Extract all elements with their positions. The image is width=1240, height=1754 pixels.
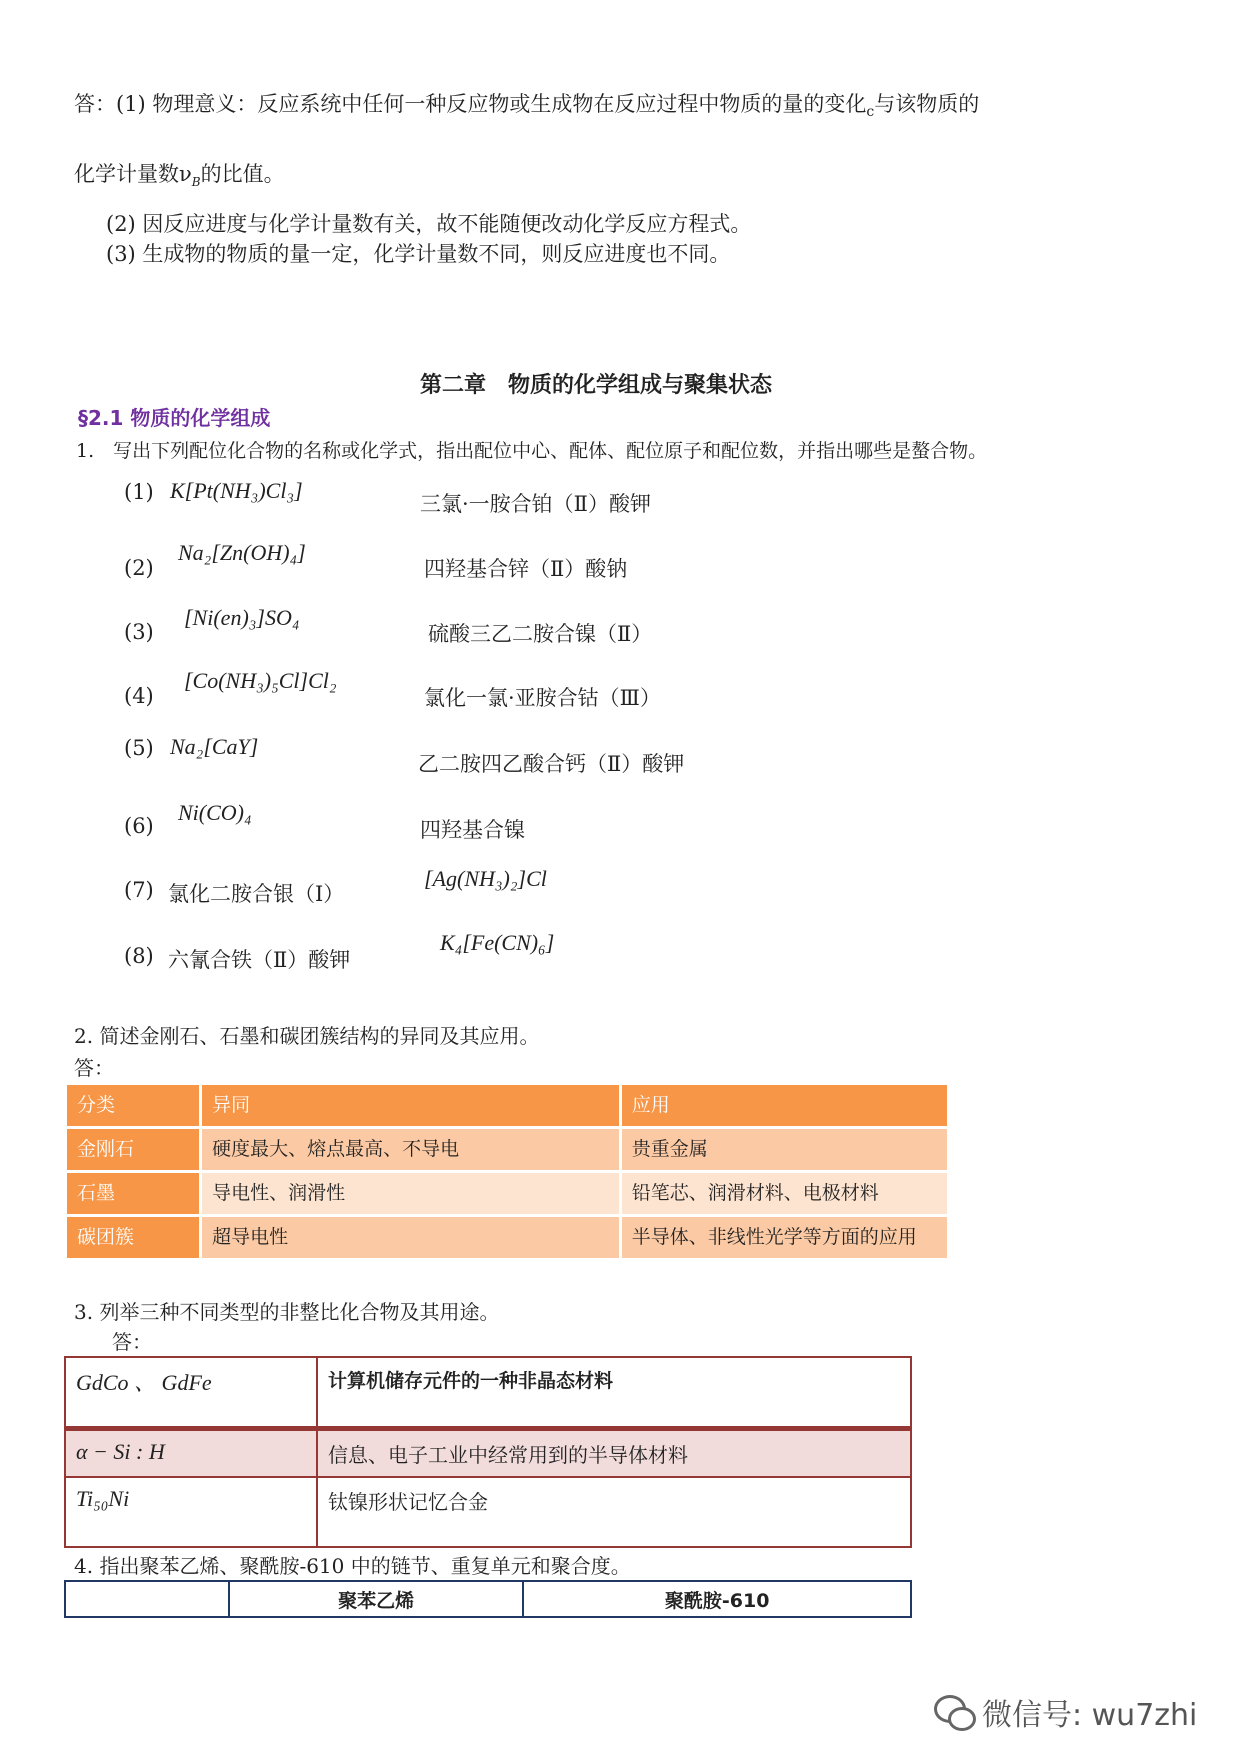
table-row	[65, 1429, 911, 1478]
compound-num: (6)	[124, 814, 154, 838]
compound-name: 三氯·一胺合铂（Ⅱ）酸钾	[420, 492, 651, 516]
compound-num: (5)	[124, 736, 154, 760]
table-cell: GdCo 、 GdFe	[65, 1357, 317, 1429]
table-row	[66, 1172, 949, 1216]
watermark-text: 微信号: wu7zhi	[982, 1698, 1198, 1733]
table-header-cell: 应用	[620, 1084, 948, 1128]
table-cell: α − Si : H	[65, 1429, 317, 1478]
answer-line-1: 答：(1) 物理意义：反应系统中任何一种反应物或生成物在反应过程中物质的量的变化$_c$与该物质的	[74, 92, 980, 121]
table-header-cell: 异同	[201, 1084, 621, 1128]
compound-num: (4)	[124, 684, 154, 708]
chapter-title: 第二章 物质的化学组成与聚集状态	[420, 372, 773, 398]
compound-name: 乙二胺四乙酸合钙（Ⅱ）酸钾	[418, 752, 685, 776]
compound-num: (8)	[124, 944, 154, 968]
compound-name: 四羟基合镍	[420, 818, 525, 842]
table-cell: 半导体、非线性光学等方面的应用	[620, 1216, 948, 1260]
table-header-row	[65, 1581, 911, 1617]
compound-name: 氯化二胺合银（Ⅰ）	[168, 882, 345, 906]
compound-formula: [Ni(en)₃]SO₄	[184, 605, 300, 630]
table-cell: 超导电性	[201, 1216, 621, 1260]
question-4: 4. 指出聚苯乙烯、聚酰胺-610 中的链节、重复单元和聚合度。	[74, 1554, 631, 1578]
answer-label: 答：	[74, 1056, 114, 1080]
table-row	[66, 1216, 949, 1260]
table-header-cell: 聚酰胺-610	[523, 1581, 911, 1617]
compound-formula: Na₂[CaY]	[170, 734, 259, 759]
table-cell: 硬度最大、熔点最高、不导电	[201, 1128, 621, 1172]
nonstoichiometric-table	[64, 1356, 912, 1548]
compound-num: (2)	[124, 556, 154, 580]
table-cell: 石墨	[66, 1172, 201, 1216]
compound-formula: Na₂[Zn(OH)₄]	[178, 540, 306, 565]
table-cell: 铅笔芯、润滑材料、电极材料	[620, 1172, 948, 1216]
table-cell: Ti₅₀Ni	[65, 1477, 317, 1547]
carbon-structures-table	[64, 1082, 950, 1261]
table-cell: 碳团簇	[66, 1216, 201, 1260]
table-cell: 信息、电子工业中经常用到的半导体材料	[317, 1429, 911, 1478]
watermark	[934, 1690, 1197, 1734]
compound-name: 氯化一氯·亚胺合钴（Ⅲ）	[424, 686, 661, 710]
table-cell: 导电性、润滑性	[201, 1172, 621, 1216]
compound-num: (7)	[124, 878, 154, 902]
table-header-cell: 聚苯乙烯	[229, 1581, 523, 1617]
compound-num: (3)	[124, 620, 154, 644]
question-3: 3. 列举三种不同类型的非整比化合物及其用途。	[74, 1300, 500, 1324]
answer-label: 答：	[112, 1330, 152, 1354]
question-1: 1. 写出下列配位化合物的名称或化学式，指出配位中心、配体、配位原子和配位数，并指出哪些是螯合物。	[76, 440, 988, 462]
table-row	[65, 1477, 911, 1547]
table-row	[65, 1357, 911, 1429]
compound-name: 四羟基合锌（Ⅱ）酸钠	[424, 557, 628, 581]
table-cell: 钛镍形状记忆合金	[317, 1477, 911, 1547]
table-header-cell	[65, 1581, 229, 1617]
table-row	[66, 1128, 949, 1172]
compound-formula: K[Pt(NH₃)Cl₃]	[170, 478, 303, 503]
polymer-table	[64, 1580, 912, 1618]
compound-formula: K₄[Fe(CN)₆]	[440, 930, 555, 955]
section-title: §2.1 物质的化学组成	[78, 406, 271, 430]
answer-line-2: 化学计量数$\nu_B$的比值。	[74, 162, 285, 190]
compound-num: (1)	[124, 480, 154, 504]
compound-name: 硫酸三乙二胺合镍（Ⅱ）	[428, 622, 653, 646]
answer-line-4: (3) 生成物的物质的量一定，化学计量数不同，则反应进度也不同。	[106, 242, 731, 266]
compound-formula: [Ag(NH₃)₂]Cl	[424, 866, 547, 891]
compound-formula: [Co(NH₃)₅Cl]Cl₂	[184, 668, 337, 693]
table-header-row	[66, 1084, 949, 1128]
table-header-cell: 分类	[66, 1084, 201, 1128]
wechat-icon	[934, 1695, 974, 1729]
table-cell: 金刚石	[66, 1128, 201, 1172]
compound-formula: Ni(CO)₄	[178, 800, 252, 825]
table-cell: 计算机储存元件的一种非晶态材料	[317, 1357, 911, 1429]
answer-line-3: (2) 因反应进度与化学计量数有关，故不能随便改动化学反应方程式。	[106, 212, 752, 236]
compound-name: 六氰合铁（Ⅱ）酸钾	[168, 948, 351, 972]
question-2: 2. 简述金刚石、石墨和碳团簇结构的异同及其应用。	[74, 1024, 540, 1048]
table-cell: 贵重金属	[620, 1128, 948, 1172]
